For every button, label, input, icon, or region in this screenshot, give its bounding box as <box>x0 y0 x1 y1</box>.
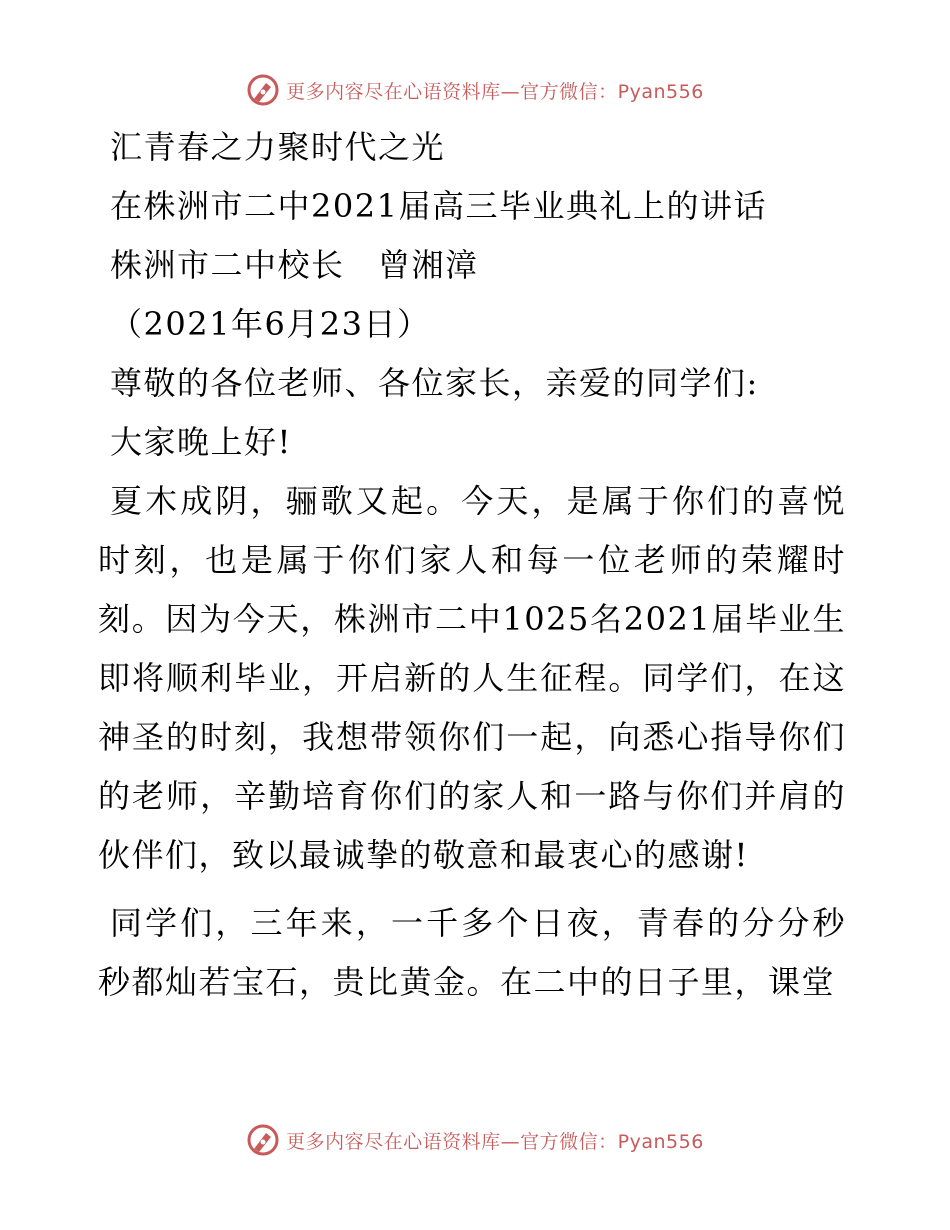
paragraph: 夏木成阴，骊歌又起。今天，是属于你们的喜悦时刻，也是属于你们家人和每一位老师的荣耀时刻。因为今天，株洲市二中1025名2021届毕业生即将顺利毕业，开启新的人生征程。同学们，在这神圣的时刻，我想带领你们一起，向悉心指导你们的老师，辛勤培育你们的家人和一路与你们并肩的伙伴们，致以最诚挚的敬意和最衷心的感谢! <box>98 482 846 874</box>
document-salutation: 尊敬的各位老师、各位家长，亲爱的同学们: <box>110 364 759 402</box>
paragraph: 同学们，三年来，一千多个日夜，青春的分分秒秒都灿若宝石，贵比黄金。在二中的日子里，课堂 <box>98 904 846 1001</box>
document-subtitle: 在株洲市二中2021届高三毕业典礼上的讲话 <box>110 187 767 225</box>
document-title: 汇青春之力聚时代之光 <box>110 128 446 166</box>
document-author: 株洲市二中校长 曾湘漳 <box>110 246 479 284</box>
document-greeting: 大家晚上好! <box>110 423 292 461</box>
watermark-header <box>0 70 950 110</box>
pen-logo-icon <box>246 73 280 107</box>
document-date: （2021年6月23日） <box>110 305 431 343</box>
document-body <box>98 118 858 1012</box>
watermark-text: 更多内容尽在心语资料库—官方微信：Pyan556 <box>286 1130 704 1153</box>
pen-logo-icon <box>246 1123 280 1157</box>
watermark-footer <box>0 1120 950 1160</box>
watermark-text: 更多内容尽在心语资料库—官方微信：Pyan556 <box>286 80 704 103</box>
